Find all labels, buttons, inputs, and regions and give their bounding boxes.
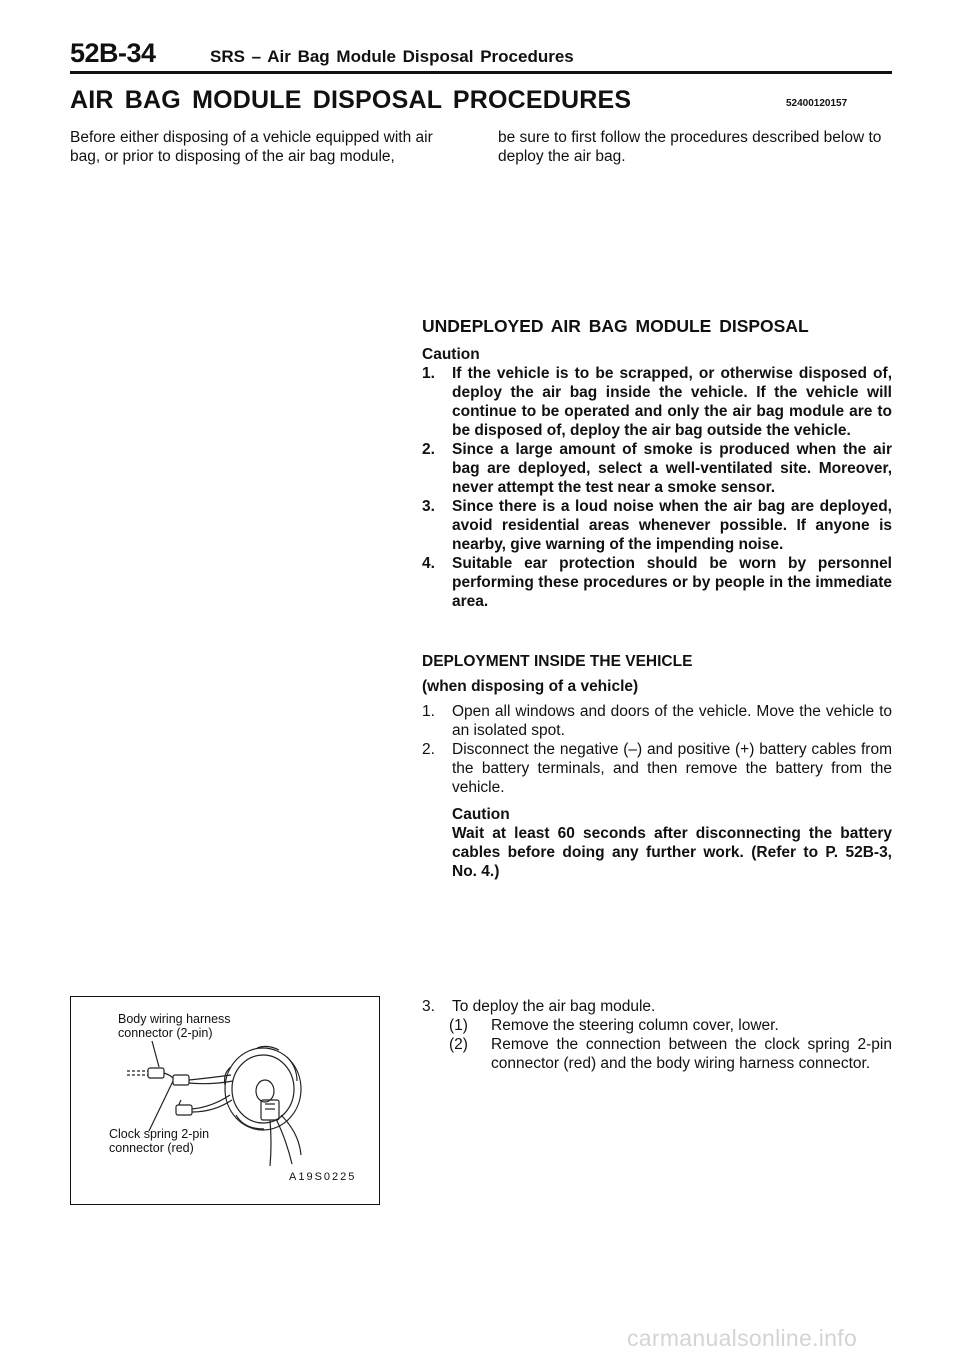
section-title: AIR BAG MODULE DISPOSAL PROCEDURES: [70, 86, 632, 114]
caution-item-text: Since there is a loud noise when the air bag are deployed, avoid residential areas whenever possible. If anyone is nearby, give warning of the impending noise.: [452, 498, 892, 553]
step-text: Open all windows and doors of the vehicle. Move the vehicle to an isolated spot.: [452, 703, 892, 739]
deployment-subheading: (when disposing of a vehicle): [422, 678, 639, 695]
figure-label-line: Body wiring harness: [118, 1012, 231, 1026]
figure-label-line: connector (red): [109, 1141, 194, 1155]
reference-code: 52400120157: [786, 98, 848, 109]
step-number: 2.: [422, 741, 435, 758]
caution-item-text: Suitable ear protection should be worn by personnel performing these procedures or by people in the immediate area.: [452, 555, 892, 610]
site-watermark: carmanualsonline.info: [627, 1325, 858, 1351]
substep-number: (1): [449, 1017, 468, 1034]
substep: [449, 1016, 892, 1035]
caution-label: Caution: [422, 346, 480, 363]
intro-text-right: be sure to first follow the procedures described below to deploy the air bag.: [498, 129, 882, 165]
running-title: SRS – Air Bag Module Disposal Procedures: [210, 47, 574, 66]
substep-text: Remove the steering column cover, lower.: [491, 1017, 779, 1034]
procedure-step: [422, 740, 892, 797]
caution-item-number: 2.: [422, 441, 435, 458]
deployment-block: [422, 652, 892, 881]
caution-item: [422, 497, 892, 554]
step-number: 1.: [422, 703, 435, 720]
battery-caution: [422, 805, 892, 881]
procedure-step: [422, 702, 892, 740]
substep-text: Remove the connection between the clock spring 2-pin connector (red) and the body wiring harness connector.: [491, 1036, 892, 1072]
step-3-block: [422, 997, 892, 1073]
battery-caution-text: Wait at least 60 seconds after disconnecting the battery cables before doing any further work. (Refer to P. 52B-3, No. 4.): [452, 825, 892, 880]
caution-item-number: 1.: [422, 365, 435, 382]
caution-item-number: 4.: [422, 555, 435, 572]
caution-item-text: Since a large amount of smoke is produced when the air bag are deployed, select a well-ventilated site. Moreover, never attempt the test near a smoke sensor.: [452, 441, 892, 496]
caution-item: [422, 554, 892, 611]
substep: [449, 1035, 892, 1073]
caution-item-number: 3.: [422, 498, 435, 515]
step-text: To deploy the air bag module.: [452, 998, 656, 1015]
figure-code: A19S0225: [289, 1171, 357, 1183]
deployment-heading: DEPLOYMENT INSIDE THE VEHICLE: [422, 653, 693, 670]
caution-block: [422, 345, 892, 611]
page-number: 52B-34: [70, 38, 156, 68]
intro-text-left: Before either disposing of a vehicle equipped with air bag, or prior to disposing of the air bag module,: [70, 129, 433, 165]
figure-label-line: connector (2-pin): [118, 1026, 213, 1040]
step-number: 3.: [422, 998, 435, 1015]
caution-item-text: If the vehicle is to be scrapped, or otherwise disposed of, deploy the air bag inside the vehicle. If the vehicle will continue to be operated and only the air bag module are to be disposed of, deploy the air bag outside the vehicle.: [452, 365, 892, 439]
clock-spring-connector-figure: [70, 996, 380, 1205]
caution-item: [422, 440, 892, 497]
step-text: Disconnect the negative (–) and positive (+) battery cables from the battery terminals, and then remove the battery from the vehicle.: [452, 741, 892, 796]
page-header: [70, 38, 892, 72]
undeployed-heading: UNDEPLOYED AIR BAG MODULE DISPOSAL: [422, 316, 809, 336]
procedure-step: [422, 997, 892, 1016]
battery-caution-label: Caution: [452, 806, 510, 823]
caution-item: [422, 364, 892, 440]
figure-label-line: Clock spring 2-pin: [109, 1127, 210, 1141]
substep-list: [422, 1016, 892, 1073]
substep-number: (2): [449, 1036, 468, 1053]
header-rule: [70, 71, 892, 74]
